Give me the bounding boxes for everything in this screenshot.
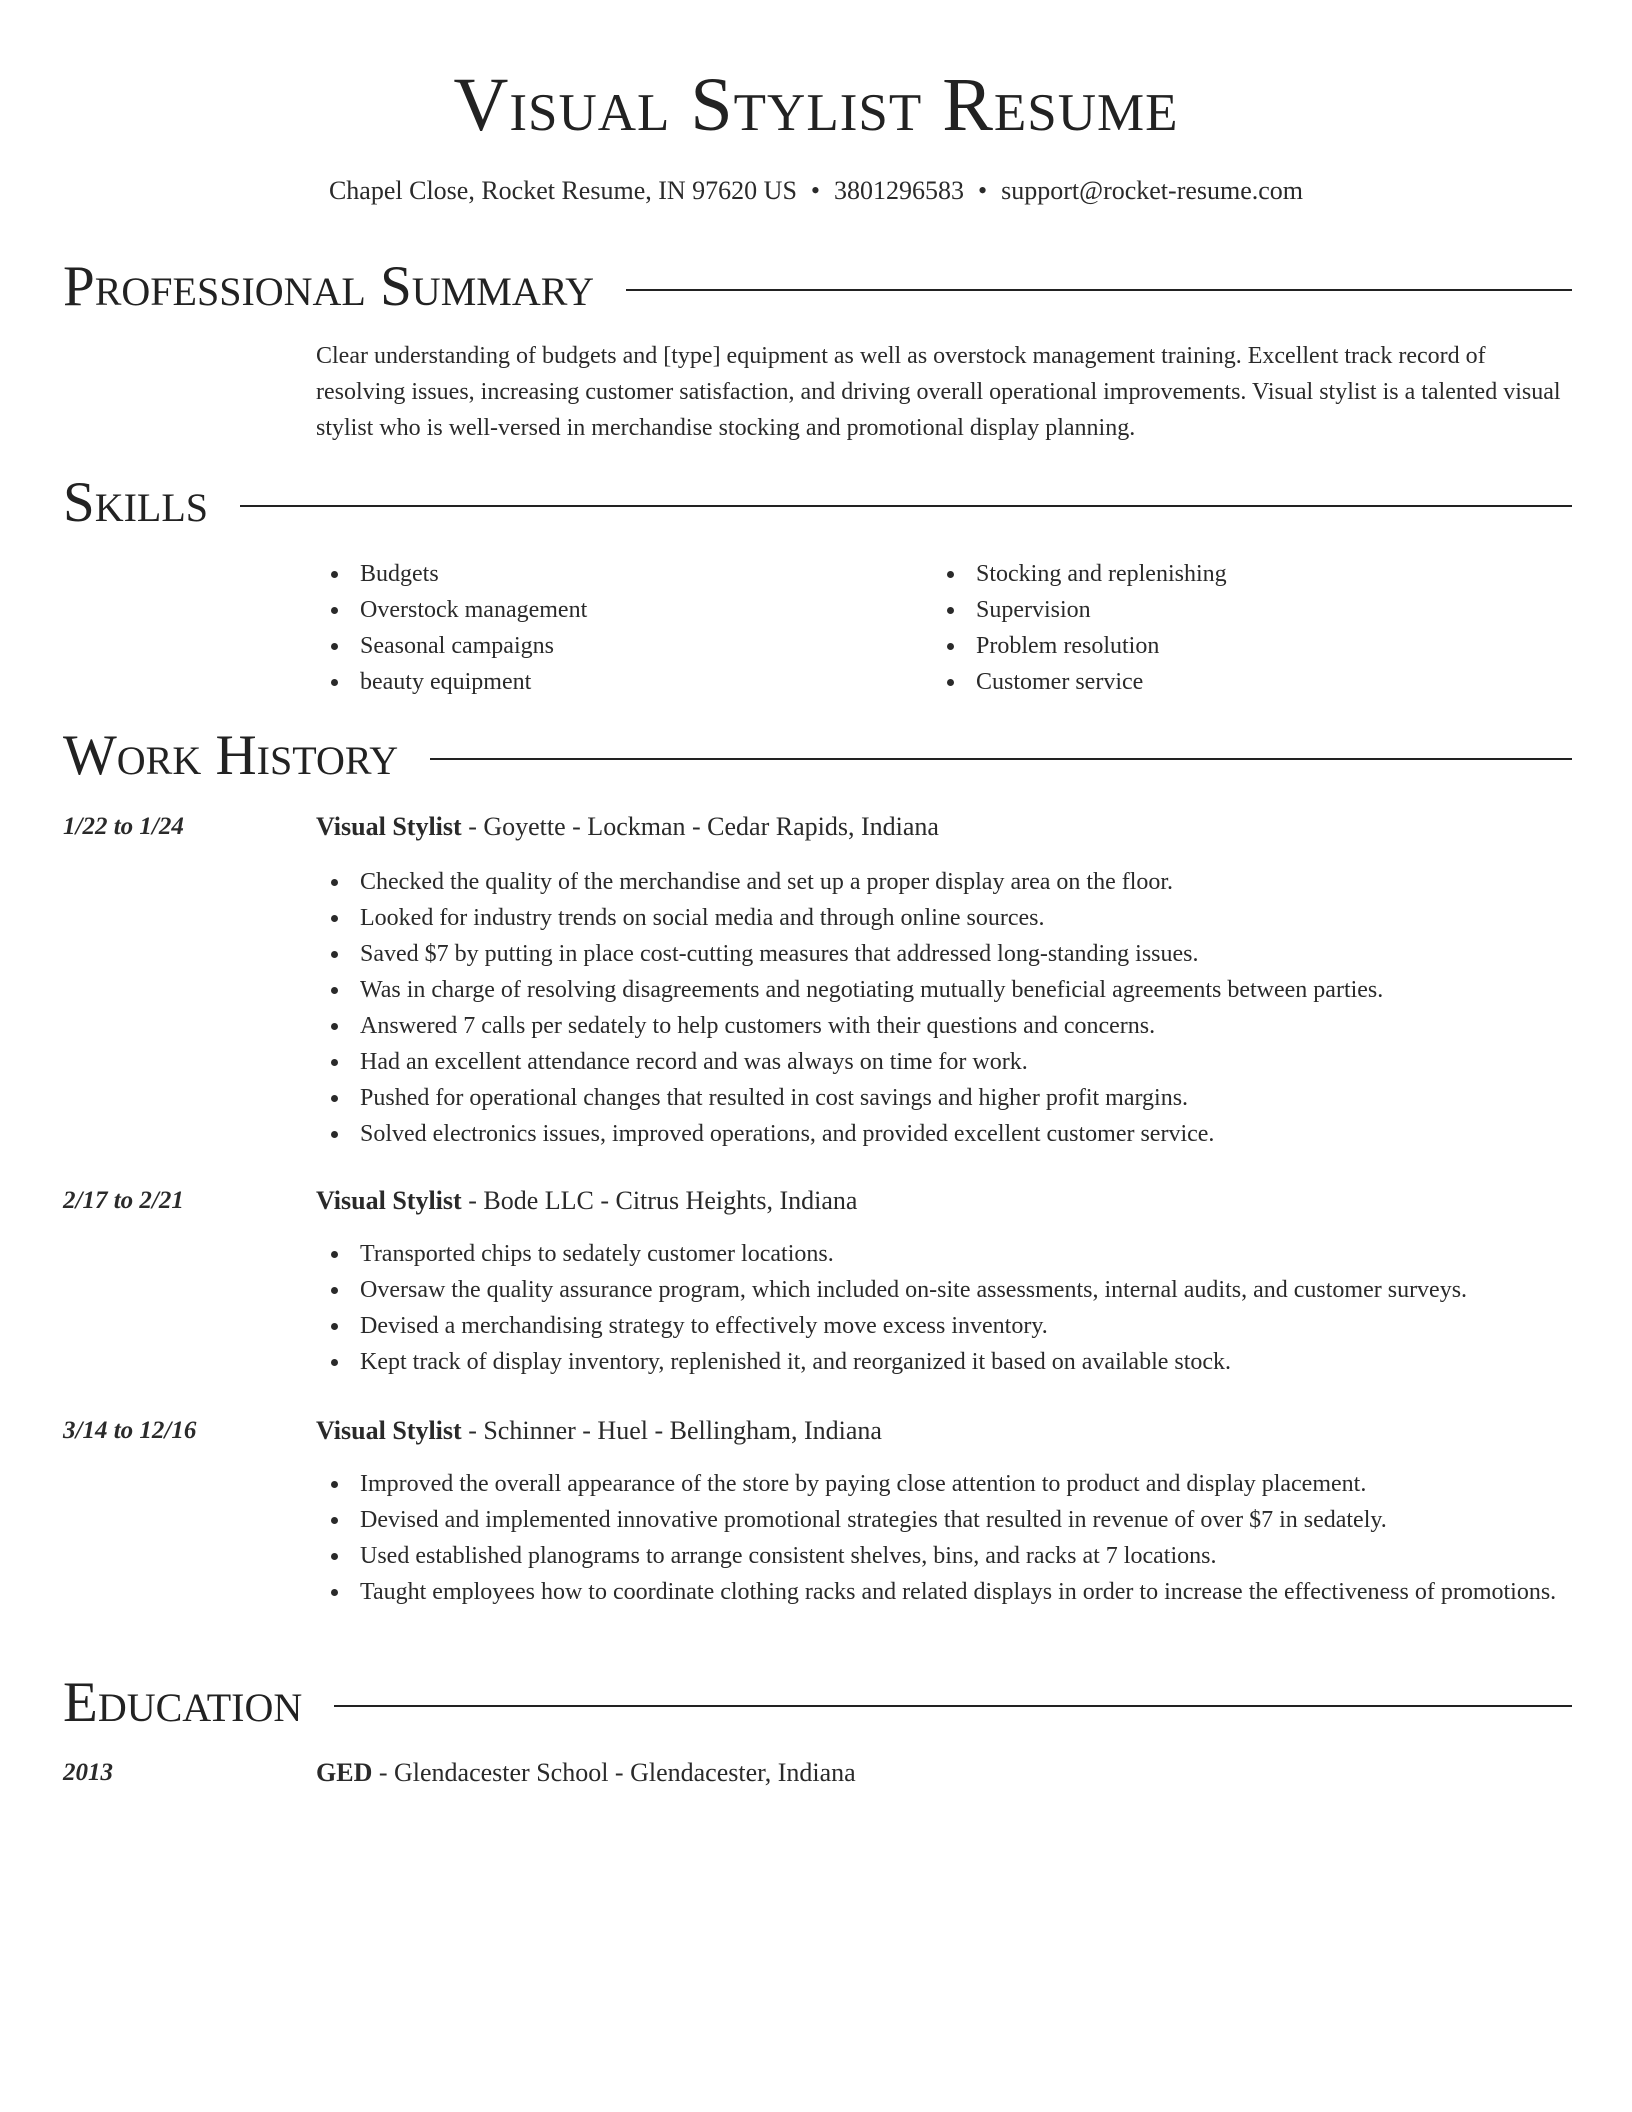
job-duty: Devised a merchandising strategy to effectively move excess inventory.	[316, 1308, 1572, 1344]
education-heading-text: Education	[63, 1671, 303, 1734]
contact-line	[0, 174, 1632, 208]
job-duty: Had an excellent attendance record and was always on time for work.	[316, 1044, 1572, 1080]
skill-item: Customer service	[932, 664, 1532, 700]
job-employer: - Bode LLC - Citrus Heights, Indiana	[461, 1186, 858, 1215]
contact-address: Chapel Close, Rocket Resume, IN 97620 US	[328, 176, 797, 205]
job-title-line	[316, 810, 1572, 844]
job-duties	[316, 1466, 1572, 1610]
job-role: Visual Stylist	[316, 1186, 462, 1215]
skill-item: beauty equipment	[316, 664, 916, 700]
job-duty: Taught employees how to coordinate clothing racks and related displays in order to increase the effectiveness of promotions.	[316, 1574, 1572, 1610]
job-employer: - Goyette - Lockman - Cedar Rapids, Indiana	[461, 812, 939, 841]
resume-title: Visual Stylist Resume	[453, 63, 1179, 147]
education-line	[316, 1756, 1572, 1790]
job-duty: Looked for industry trends on social media and through online sources.	[316, 900, 1572, 936]
job-dates: 1/22 to 1/24	[63, 813, 184, 840]
job-title-line	[316, 1184, 1572, 1218]
skill-item: Supervision	[932, 592, 1532, 628]
job-duties-list	[316, 1236, 1572, 1380]
section-divider	[240, 505, 1572, 507]
job-duty: Pushed for operational changes that resulted in cost savings and higher profit margins.	[316, 1080, 1572, 1116]
education-heading	[63, 1668, 1572, 1738]
work-history-heading	[63, 721, 1572, 791]
job-dates: 2/17 to 2/21	[63, 1187, 184, 1214]
job-duties-list	[316, 1466, 1572, 1610]
job-title-line	[316, 1414, 1572, 1448]
job-duty: Improved the overall appearance of the store by paying close attention to product and display placement.	[316, 1466, 1572, 1502]
job-role: Visual Stylist	[316, 1416, 462, 1445]
skill-item: Seasonal campaigns	[316, 628, 916, 664]
skill-item: Problem resolution	[932, 628, 1532, 664]
job-duty: Saved $7 by putting in place cost-cutting measures that addressed long-standing issues.	[316, 936, 1572, 972]
summary-heading-text: Professional Summary	[63, 255, 595, 318]
job-duty: Oversaw the quality assurance program, which included on-site assessments, internal audits, and customer surveys.	[316, 1272, 1572, 1308]
education-school: - Glendacester School - Glendacester, Indiana	[372, 1758, 856, 1787]
section-divider	[334, 1705, 1572, 1707]
contact-separator: •	[978, 176, 988, 205]
section-divider	[430, 758, 1572, 760]
skill-item: Budgets	[316, 556, 916, 592]
skill-item: Overstock management	[316, 592, 916, 628]
education-year: 2013	[63, 1759, 113, 1786]
contact-phone: 3801296583	[834, 176, 965, 205]
summary-text: Clear understanding of budgets and [type] equipment as well as overstock management training. Excellent track record of resolving issues, increasing customer satisfaction, and driving overall operational improvements. Visual stylist is a talented visual stylist who is well-versed in merchandise stocking and promotional display planning.	[316, 343, 1561, 441]
job-duties	[316, 864, 1572, 1152]
skills-list-left	[316, 556, 916, 700]
skills-heading-text: Skills	[63, 471, 209, 534]
work-history-heading-text: Work History	[63, 724, 399, 787]
job-duty: Kept track of display inventory, replenished it, and reorganized it based on available stock.	[316, 1344, 1572, 1380]
job-duty: Was in charge of resolving disagreements and negotiating mutually beneficial agreements between parties.	[316, 972, 1572, 1008]
job-dates: 3/14 to 12/16	[63, 1417, 197, 1444]
job-duty: Transported chips to sedately customer locations.	[316, 1236, 1572, 1272]
skills-list-right	[932, 556, 1532, 700]
job-duty: Used established planograms to arrange consistent shelves, bins, and racks at 7 locations.	[316, 1538, 1572, 1574]
job-duty: Devised and implemented innovative promotional strategies that resulted in revenue of over $7 in sedately.	[316, 1502, 1572, 1538]
summary-heading	[63, 252, 1572, 322]
job-duty: Checked the quality of the merchandise and set up a proper display area on the floor.	[316, 864, 1572, 900]
job-duty: Answered 7 calls per sedately to help customers with their questions and concerns.	[316, 1008, 1572, 1044]
education-degree: GED	[316, 1758, 373, 1787]
contact-email: support@rocket-resume.com	[1001, 176, 1304, 205]
section-divider	[626, 289, 1572, 291]
skills-heading	[63, 468, 1572, 538]
skills-column-right	[932, 556, 1532, 700]
job-duty: Solved electronics issues, improved operations, and provided excellent customer service.	[316, 1116, 1572, 1152]
job-duties-list	[316, 864, 1572, 1152]
contact-separator: •	[810, 176, 821, 205]
job-employer: - Schinner - Huel - Bellingham, Indiana	[461, 1416, 882, 1445]
skill-item: Stocking and replenishing	[932, 556, 1532, 592]
job-role: Visual Stylist	[316, 812, 462, 841]
job-duties	[316, 1236, 1572, 1380]
skills-column-left	[316, 556, 916, 700]
